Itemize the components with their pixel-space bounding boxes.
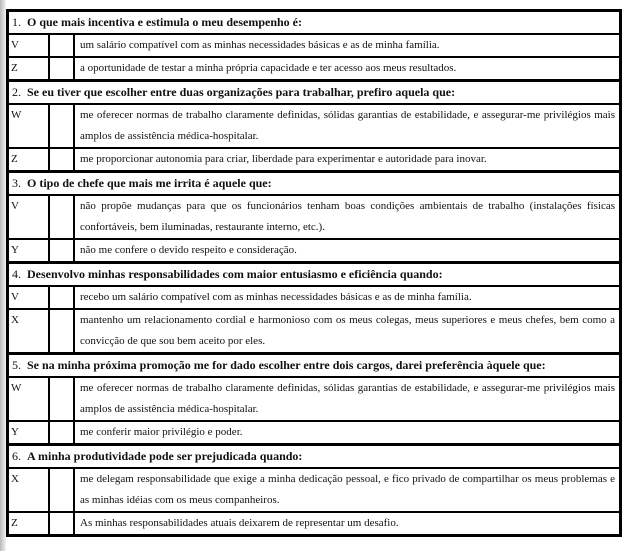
answer-box[interactable] bbox=[50, 105, 75, 147]
question-number: 5. bbox=[12, 358, 21, 372]
option-row bbox=[9, 376, 619, 420]
question-number: 3. bbox=[12, 176, 21, 190]
option-row bbox=[9, 56, 619, 79]
option-text: me oferecer normas de trabalho claramente definidas, sólidas garantias de estabilidade, e assegurar-me privilégios mais amplos de assistência médica-hospitalar. bbox=[80, 382, 615, 415]
option-row bbox=[9, 420, 619, 443]
option-letter: Z bbox=[9, 513, 50, 534]
answer-box[interactable] bbox=[50, 422, 75, 443]
option-letter: W bbox=[9, 378, 50, 420]
option-letter: Y bbox=[9, 240, 50, 261]
question-header bbox=[9, 170, 619, 194]
questionnaire-table bbox=[6, 9, 622, 537]
answer-box[interactable] bbox=[50, 58, 75, 79]
question-title: Se eu tiver que escolher entre duas organizações para trabalhar, prefiro aquela que: bbox=[27, 85, 456, 99]
option-row bbox=[9, 285, 619, 308]
option-letter: Y bbox=[9, 422, 50, 443]
option-row bbox=[9, 147, 619, 170]
option-row bbox=[9, 238, 619, 261]
option-text: mantenho um relacionamento cordial e harmonioso com os meus colegas, meus superiores e meus chefes, bem como a convicção de que sou bem aceito por eles. bbox=[80, 314, 615, 347]
question-title: A minha produtividade pode ser prejudicada quando: bbox=[27, 449, 303, 463]
option-letter: V bbox=[9, 287, 50, 308]
question-title: O que mais incentiva e estimula o meu desempenho é: bbox=[27, 15, 302, 29]
answer-box[interactable] bbox=[50, 378, 75, 420]
answer-box[interactable] bbox=[50, 287, 75, 308]
question-title: Desenvolvo minhas responsabilidades com maior entusiasmo e eficiência quando: bbox=[27, 267, 443, 281]
option-row bbox=[9, 467, 619, 511]
answer-box[interactable] bbox=[50, 240, 75, 261]
option-row bbox=[9, 308, 619, 352]
option-letter: W bbox=[9, 105, 50, 147]
option-letter: X bbox=[9, 310, 50, 352]
question-number: 2. bbox=[12, 85, 21, 99]
option-text: me oferecer normas de trabalho claramente definidas, sólidas garantias de estabilidade, e assegurar-me privilégios mais amplos de assistência médica-hospitalar. bbox=[80, 109, 615, 142]
question-header bbox=[9, 261, 619, 285]
option-text: não propõe mudanças para que os funcionários tenham boas condições ambientais de trabalho (instalações físicas confortáveis, bem iluminadas, restaurante interno, etc.). bbox=[80, 200, 615, 233]
option-text: me delegam responsabilidade que exige a minha dedicação pessoal, e fico privado de compartilhar os meus problemas e as minhas idéias com os meus companheiros. bbox=[80, 473, 615, 506]
option-text: um salário compatível com as minhas necessidades básicas e as de minha família. bbox=[80, 39, 440, 51]
answer-box[interactable] bbox=[50, 310, 75, 352]
answer-box[interactable] bbox=[50, 149, 75, 170]
option-row bbox=[9, 511, 619, 534]
question-title: O tipo de chefe que mais me irrita é aquele que: bbox=[27, 176, 272, 190]
question-header bbox=[9, 352, 619, 376]
question-number: 4. bbox=[12, 267, 21, 281]
option-text: recebo um salário compatível com as minhas necessidades básicas e as de minha família. bbox=[80, 291, 472, 303]
answer-box[interactable] bbox=[50, 469, 75, 511]
option-letter: V bbox=[9, 35, 50, 56]
option-text: As minhas responsabilidades atuais deixarem de representar um desafio. bbox=[80, 517, 399, 529]
question-header bbox=[9, 79, 619, 103]
question-title: Se na minha próxima promoção me for dado escolher entre dois cargos, darei preferência àquele que: bbox=[27, 358, 546, 372]
option-row bbox=[9, 194, 619, 238]
option-letter: Z bbox=[9, 149, 50, 170]
question-number: 1. bbox=[12, 15, 21, 29]
option-letter: Z bbox=[9, 58, 50, 79]
question-number: 6. bbox=[12, 449, 21, 463]
option-letter: X bbox=[9, 469, 50, 511]
option-text: me proporcionar autonomia para criar, liberdade para experimentar e autoridade para inovar. bbox=[80, 153, 487, 165]
question-header bbox=[9, 12, 619, 33]
option-row bbox=[9, 33, 619, 56]
question-header bbox=[9, 443, 619, 467]
option-text: me conferir maior privilégio e poder. bbox=[80, 426, 243, 438]
answer-box[interactable] bbox=[50, 513, 75, 534]
option-row bbox=[9, 103, 619, 147]
option-text: não me confere o devido respeito e consideração. bbox=[80, 244, 297, 256]
option-letter: V bbox=[9, 196, 50, 238]
option-text: a oportunidade de testar a minha própria capacidade e ter acesso aos meus resultados. bbox=[80, 62, 457, 74]
answer-box[interactable] bbox=[50, 196, 75, 238]
answer-box[interactable] bbox=[50, 35, 75, 56]
